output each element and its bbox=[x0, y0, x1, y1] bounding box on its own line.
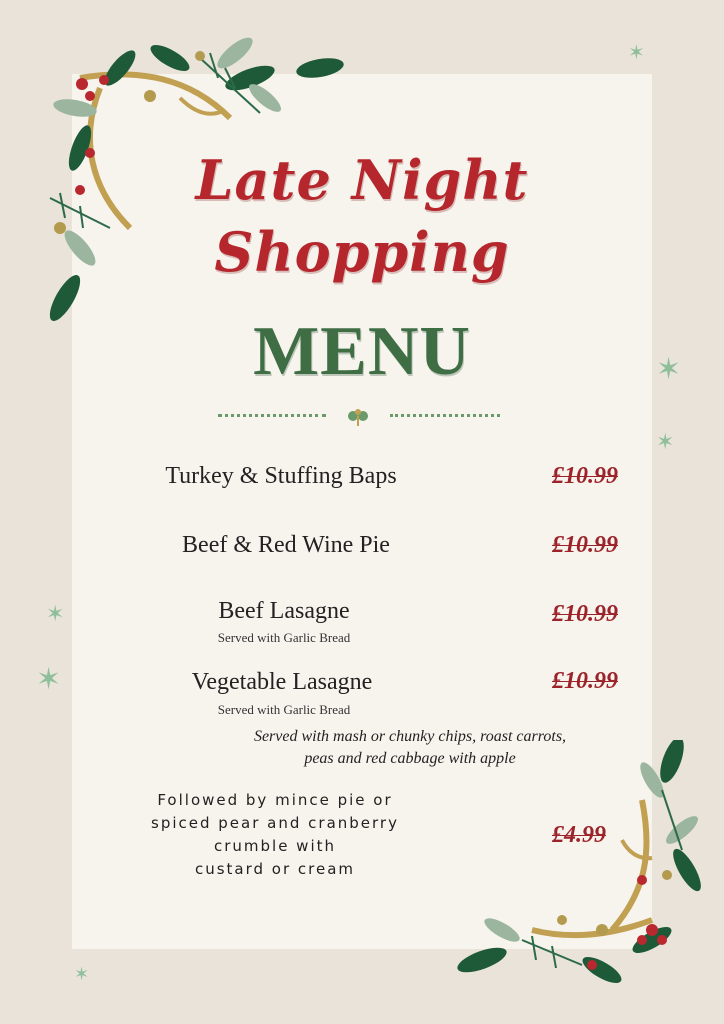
sprig-icon bbox=[346, 404, 370, 428]
sides-note-line-2: peas and red cabbage with apple bbox=[304, 750, 516, 767]
sparkle-star-icon: ✶ bbox=[36, 662, 62, 697]
menu-item-name: Vegetable Lasagne bbox=[191, 669, 373, 695]
menu-heading: MENU bbox=[253, 313, 471, 390]
holly-garland-bottom-right-icon bbox=[452, 740, 712, 1000]
menu-item-name: Beef & Red Wine Pie bbox=[182, 532, 390, 558]
sparkle-star-icon: ✶ bbox=[46, 602, 65, 627]
sparkle-star-icon: ✶ bbox=[74, 964, 90, 985]
divider-left bbox=[218, 414, 326, 417]
menu-item-price: £10.99 bbox=[552, 532, 618, 558]
dessert-line-4: custard or cream bbox=[194, 860, 356, 878]
menu-item-price: £10.99 bbox=[552, 668, 618, 694]
sparkle-star-icon: ✶ bbox=[656, 352, 682, 387]
title-line-1: Late Night bbox=[195, 148, 529, 212]
divider-right bbox=[390, 414, 500, 417]
menu-item-note: Served with Garlic Bread bbox=[217, 630, 351, 645]
dessert-price: £4.99 bbox=[552, 822, 606, 848]
menu-item-price: £10.99 bbox=[552, 463, 618, 489]
sparkle-star-icon: ✶ bbox=[656, 430, 675, 455]
sides-note-line-1: Served with mash or chunky chips, roast carrots, bbox=[253, 728, 567, 745]
menu-item-note: Served with Garlic Bread bbox=[217, 702, 351, 717]
sparkle-star-icon: ✶ bbox=[628, 40, 645, 64]
dessert-line-1: Followed by mince pie or bbox=[157, 791, 393, 809]
menu-item-price: £10.99 bbox=[552, 601, 618, 627]
menu-item-name: Turkey & Stuffing Baps bbox=[165, 463, 397, 489]
dessert-line-3: crumble with bbox=[213, 837, 337, 855]
menu-item-name: Beef Lasagne bbox=[218, 598, 350, 624]
title-line-2: Shopping bbox=[214, 220, 510, 284]
dessert-line-2: spiced pear and cranberry bbox=[151, 814, 399, 832]
